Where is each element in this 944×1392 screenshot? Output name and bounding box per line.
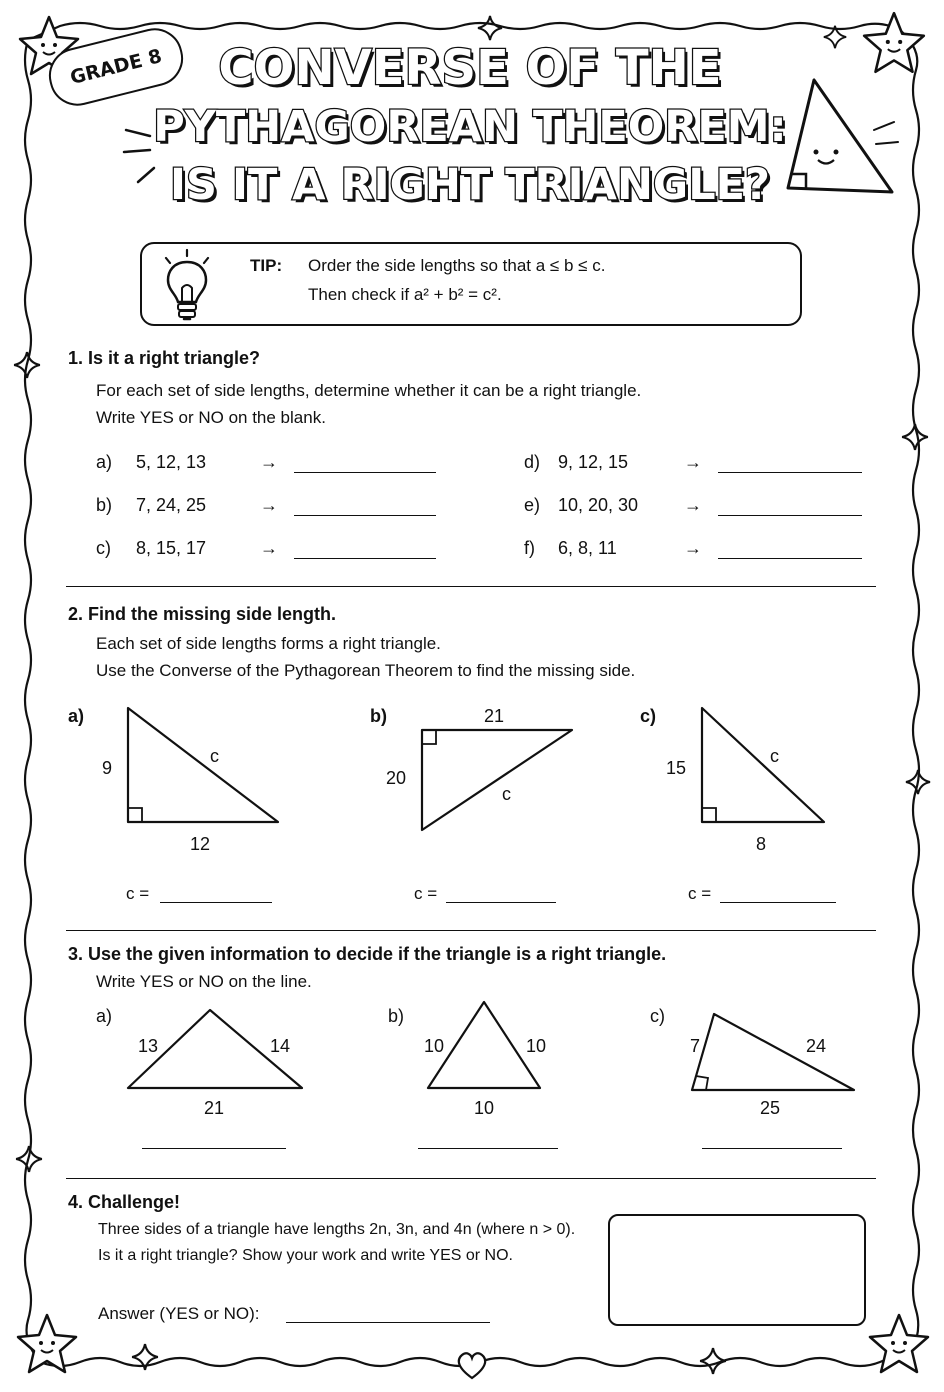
q3-triangle-letter: a) (96, 1006, 113, 1026)
q1-answer-blank[interactable] (718, 558, 862, 559)
sparkle-icon (822, 24, 848, 50)
q4-answer-blank[interactable] (286, 1322, 490, 1323)
sparkle-icon (12, 350, 42, 380)
q3-triangle-letter: b) (388, 1006, 405, 1026)
q2-right-triangle-b (414, 722, 582, 838)
q1-item-sides: 10, 20, 30 (558, 495, 639, 515)
q2-answer-blank[interactable] (160, 902, 272, 903)
q1-item-letter: b) (96, 495, 113, 515)
q1-item-letter: d) (524, 452, 541, 472)
arrow-icon: → (684, 538, 702, 558)
q1-answer-blank[interactable] (294, 515, 436, 516)
q1-instruction-1: For each set of side lengths, determine whether it can be a right triangle. (96, 381, 642, 400)
sparkle-icon (14, 1144, 44, 1174)
tip-box (140, 242, 802, 326)
q3-side-label: 14 (270, 1036, 291, 1056)
q4-instruction-1: Three sides of a triangle have lengths 2n, 3n, and 4n (where n > 0). (98, 1221, 576, 1238)
q3-title: 3. Use the given information to decide if the triangle is a right triangle. (68, 944, 667, 964)
q3-answer-blank[interactable] (418, 1148, 558, 1149)
sparkle-icon (900, 422, 930, 452)
q2-answer-label: c = (414, 884, 438, 903)
q3-instruction-1: Write YES or NO on the line. (96, 972, 312, 991)
tip-line-2: Then check if a² + b² = c². (308, 285, 502, 304)
q1-item-letter: f) (524, 538, 535, 558)
q2-triangle-letter: a) (68, 706, 85, 726)
smiling-star-icon (864, 1310, 934, 1380)
arrow-icon: → (684, 452, 702, 472)
q1-answer-blank[interactable] (718, 515, 862, 516)
q2-side-label: 9 (102, 758, 113, 778)
q4-answer-label: Answer (YES or NO): (98, 1304, 260, 1323)
q2-right-triangle-a (120, 702, 290, 832)
sparkle-icon (476, 14, 504, 42)
q3-answer-blank[interactable] (142, 1148, 286, 1149)
q3-triangle-letter: c) (650, 1006, 665, 1026)
section-divider (66, 1178, 876, 1179)
q2-instruction-2: Use the Converse of the Pythagorean Theorem to find the missing side. (96, 661, 636, 680)
q1-item-sides: 5, 12, 13 (136, 452, 207, 472)
q3-answer-blank[interactable] (702, 1148, 842, 1149)
arrow-icon: → (260, 495, 278, 515)
q2-right-triangle-c (694, 702, 834, 832)
arrow-icon: → (260, 452, 278, 472)
motion-lines-icon (116, 112, 166, 192)
section-divider (66, 586, 876, 587)
smiling-star-icon (12, 1310, 82, 1380)
q1-item-sides: 8, 15, 17 (136, 538, 207, 558)
tip-line-1: Order the side lengths so that a ≤ b ≤ c. (308, 256, 606, 275)
q2-instruction-1: Each set of side lengths forms a right triangle. (96, 634, 441, 653)
q2-side-label: c (210, 746, 219, 766)
q3-side-label: 7 (690, 1036, 701, 1056)
q3-side-label: 24 (806, 1036, 827, 1056)
q2-answer-label: c = (126, 884, 150, 903)
q1-item-sides: 7, 24, 25 (136, 495, 207, 515)
q1-item-sides: 9, 12, 15 (558, 452, 629, 472)
q2-side-label: c (770, 746, 779, 766)
q3-side-label: 10 (474, 1098, 495, 1118)
q3-side-label: 25 (760, 1098, 781, 1118)
q1-title: 1. Is it a right triangle? (68, 348, 261, 368)
lightbulb-icon (158, 248, 216, 328)
q3-side-label: 21 (204, 1098, 225, 1118)
arrow-icon: → (684, 495, 702, 515)
q3-side-label: 10 (526, 1036, 547, 1056)
sparkle-icon (698, 1346, 728, 1376)
q3-side-label: 13 (138, 1036, 159, 1056)
q2-side-label: c (502, 784, 511, 804)
q1-answer-blank[interactable] (294, 558, 436, 559)
q2-answer-blank[interactable] (446, 902, 556, 903)
q2-title: 2. Find the missing side length. (68, 604, 337, 624)
q3-side-label: 10 (424, 1036, 445, 1056)
q1-item-letter: e) (524, 495, 541, 515)
tip-label: TIP: (250, 256, 283, 275)
q4-instruction-2: Is it a right triangle? Show your work and write YES or NO. (98, 1247, 513, 1264)
sparkle-icon (130, 1342, 160, 1372)
q2-side-label: 20 (386, 768, 407, 788)
arrow-icon: → (260, 538, 278, 558)
section-divider (66, 930, 876, 931)
page-title-line-1: CONVERSE OF THE (218, 40, 722, 96)
q1-answer-blank[interactable] (718, 472, 862, 473)
q2-triangle-letter: c) (640, 706, 657, 726)
q2-answer-label: c = (688, 884, 712, 903)
q1-item-letter: c) (96, 538, 111, 558)
q2-answer-blank[interactable] (720, 902, 836, 903)
q4-work-box[interactable] (608, 1214, 866, 1326)
q2-side-label: 21 (484, 706, 505, 726)
q2-side-label: 15 (666, 758, 687, 778)
sparkle-icon (904, 768, 932, 796)
q2-side-label: 8 (756, 834, 767, 854)
smiling-triangle-icon (776, 70, 906, 200)
q4-title: 4. Challenge! (68, 1192, 181, 1212)
page-title-line-2: PYTHAGOREAN THEOREM: (153, 102, 787, 152)
grade-label: GRADE 8 (67, 45, 165, 89)
q2-triangle-letter: b) (370, 706, 387, 726)
heart-icon (454, 1350, 490, 1382)
q1-answer-blank[interactable] (294, 472, 436, 473)
q2-side-label: 12 (190, 834, 211, 854)
q3-right-triangle-c (684, 1008, 860, 1096)
page-title-line-3: IS IT A RIGHT TRIANGLE? (170, 160, 770, 210)
q1-instruction-2: Write YES or NO on the blank. (96, 408, 326, 427)
q1-item-letter: a) (96, 452, 113, 472)
q1-item-sides: 6, 8, 11 (558, 538, 617, 558)
